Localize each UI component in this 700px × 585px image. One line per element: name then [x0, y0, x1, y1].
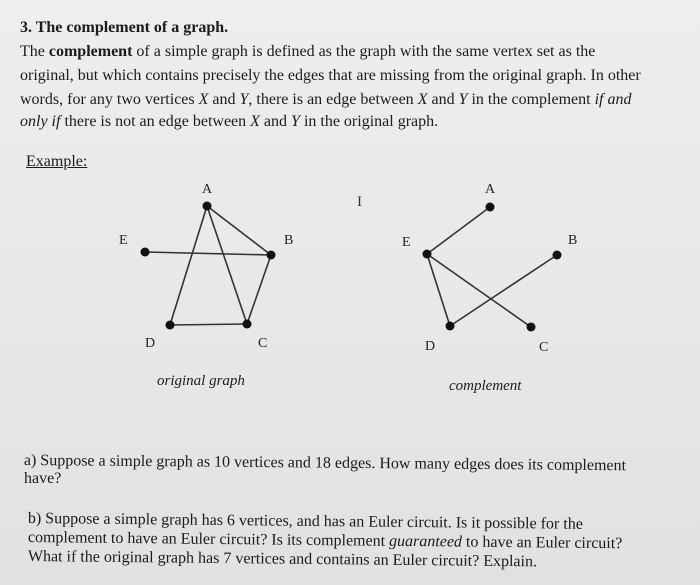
vertex-C [243, 320, 252, 329]
edge-E-D [427, 254, 450, 326]
question-b-line-2: complement to have an Euler circuit? Is its complement guaranteed to have an Euler circuit? [27, 528, 623, 553]
edge-D-B [450, 255, 557, 326]
label-A: A [485, 182, 496, 197]
vertex-E [423, 250, 432, 259]
edge-A-B [207, 206, 271, 255]
problem-title: 3. The complement of a graph. [20, 19, 229, 36]
label-E: E [402, 235, 411, 250]
vertex-B [267, 251, 276, 260]
vertex-A [486, 203, 495, 212]
edge-D-C [170, 324, 247, 325]
label-E: E [119, 233, 128, 248]
edge-A-C [207, 206, 247, 324]
definition-line-4: only if there is not an edge between X and Y in the original graph. [20, 113, 439, 130]
label-C: C [258, 336, 268, 351]
edge-B-C [247, 255, 271, 324]
vertex-D [166, 321, 175, 330]
vertex-A [203, 202, 212, 211]
label-D: D [145, 336, 156, 351]
complement-vertices [423, 203, 562, 332]
example-heading: Example: [26, 153, 88, 170]
label-D: D [425, 339, 436, 354]
question-a-line-1: a) Suppose a simple graph as 10 vertices and 18 edges. How many edges does its complement [23, 451, 627, 475]
definition-line-3: words, for any two vertices X and Y, there is an edge between X and Y in the complement if and [20, 91, 632, 108]
vertex-E [141, 248, 150, 257]
question-b-line-1: b) Suppose a simple graph has 6 vertices, and has an Euler circuit. Is it possible for the [27, 509, 583, 533]
label-A: A [202, 182, 213, 197]
label-B: B [284, 233, 294, 248]
vertex-B [553, 251, 562, 260]
complement-caption: complement [449, 378, 522, 394]
text-cursor: I [357, 194, 362, 210]
definition-line-1: The complement of a simple graph is defined as the graph with the same vertex set as the [20, 43, 596, 60]
vertex-C [527, 323, 536, 332]
question-b-line-3: What if the original graph has 7 vertices and contains an Euler circuit? Explain. [27, 547, 538, 571]
original-vertices [141, 202, 276, 330]
original-graph [145, 206, 271, 325]
definition-line-2: original, but which contains precisely the edges that are missing from the original graph. In other [20, 67, 641, 84]
complement-graph [427, 207, 557, 327]
edge-E-C [427, 254, 531, 327]
original-graph-caption: original graph [157, 373, 245, 389]
question-a-line-2: have? [24, 470, 62, 487]
edge-E-B [145, 252, 271, 255]
edge-A-D [170, 206, 207, 325]
vertex-D [446, 322, 455, 331]
label-B: B [568, 233, 578, 248]
label-C: C [539, 340, 549, 355]
edge-A-E [427, 207, 490, 254]
